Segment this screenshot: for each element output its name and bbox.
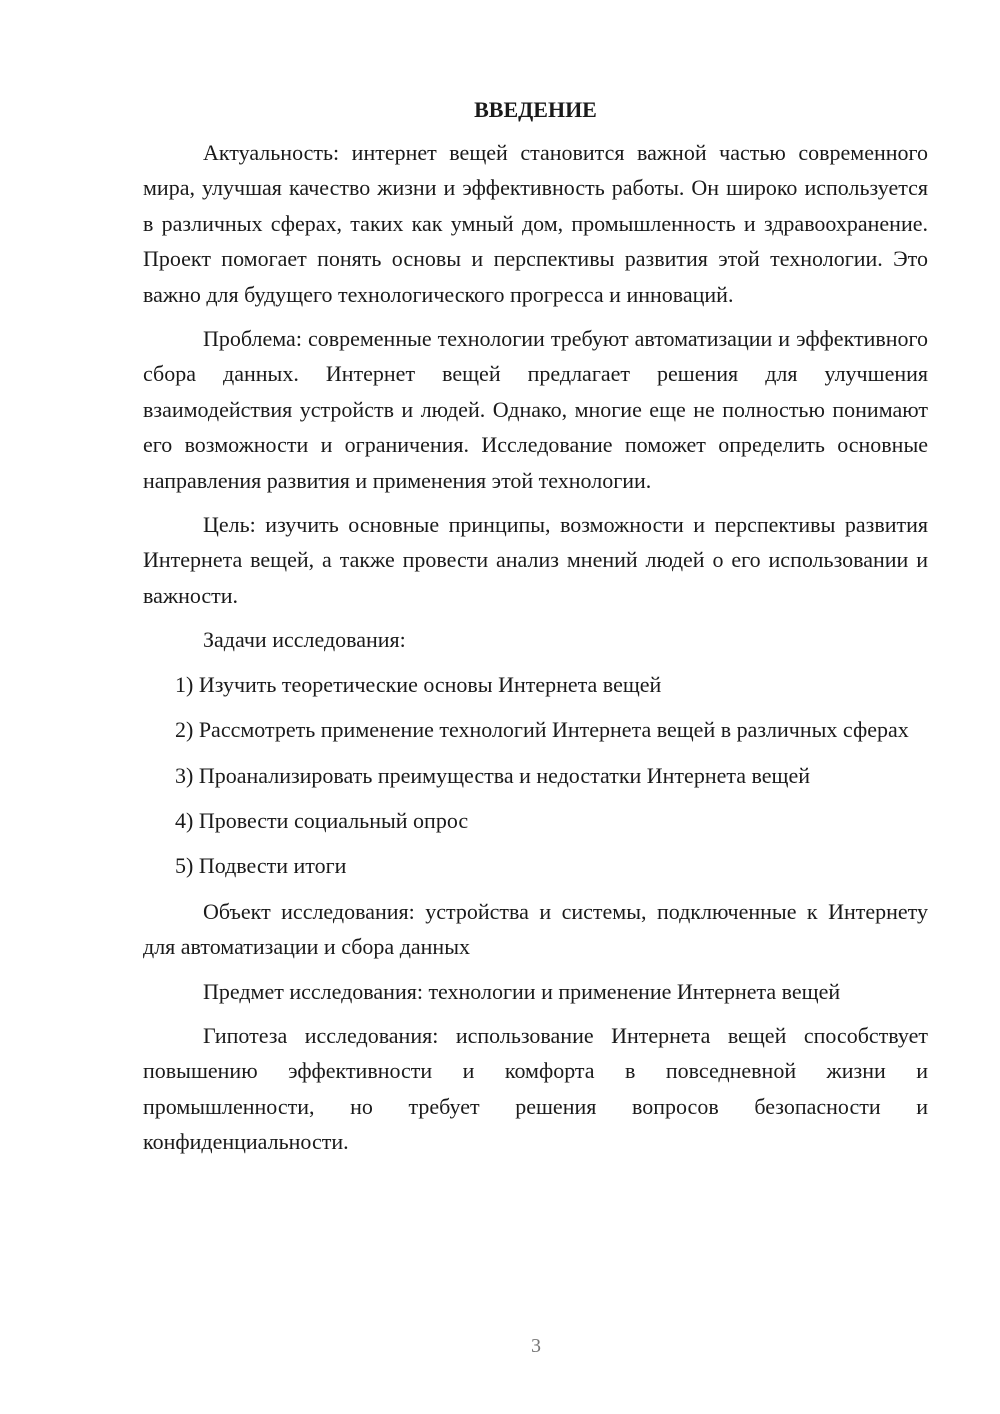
paragraph-problem: Проблема: современные технологии требуют автоматизации и эффективного сбора данных. Интернет вещей предлагает решения для улучшения взаимодействия устройств и людей. Однако, многие еще не полностью понимают его возможности и ограничения. Исследование поможет определить основные направления развития и применения этой технологии.	[143, 326, 928, 493]
paragraph-subject: Предмет исследования: технологии и применение Интернета вещей	[203, 978, 841, 1004]
section-title: ВВЕДЕНИЕ	[474, 97, 597, 122]
paragraph-relevance: Актуальность: интернет вещей становится важной частью современного мира, улучшая качество жизни и эффективность работы. Он широко используется в различных сферах, таких как умный дом, промышленность и здравоохранение. Проект помогает понять основы и перспективы развития этой технологии. Это важно для будущего технологического прогресса и инноваций.	[143, 140, 928, 307]
task-item: 1) Изучить теоретические основы Интернета вещей	[175, 671, 662, 697]
paragraph-tasks-heading: Задачи исследования:	[203, 627, 406, 653]
page-number: 3	[531, 1335, 541, 1357]
paragraph-hypothesis: Гипотеза исследования: использование Интернета вещей способствует повышению эффективности и комфорта в повседневной жизни и промышленности, но требует решения вопросов безопасности и конфиденциальности.	[143, 1022, 928, 1155]
task-item: 3) Проанализировать преимущества и недостатки Интернета вещей	[175, 762, 811, 788]
paragraph-object: Объект исследования: устройства и системы, подключенные к Интернету для автоматизации и сбора данных	[143, 898, 928, 960]
task-item: 4) Провести социальный опрос	[175, 807, 469, 833]
task-item: 5) Подвести итоги	[175, 853, 347, 879]
task-item: 2) Рассмотреть применение технологий Интернета вещей в различных сферах	[175, 717, 909, 743]
paragraph-goal: Цель: изучить основные принципы, возможности и перспективы развития Интернета вещей, а также провести анализ мнений людей о его использовании и важности.	[143, 512, 928, 608]
document-page	[143, 95, 928, 1169]
